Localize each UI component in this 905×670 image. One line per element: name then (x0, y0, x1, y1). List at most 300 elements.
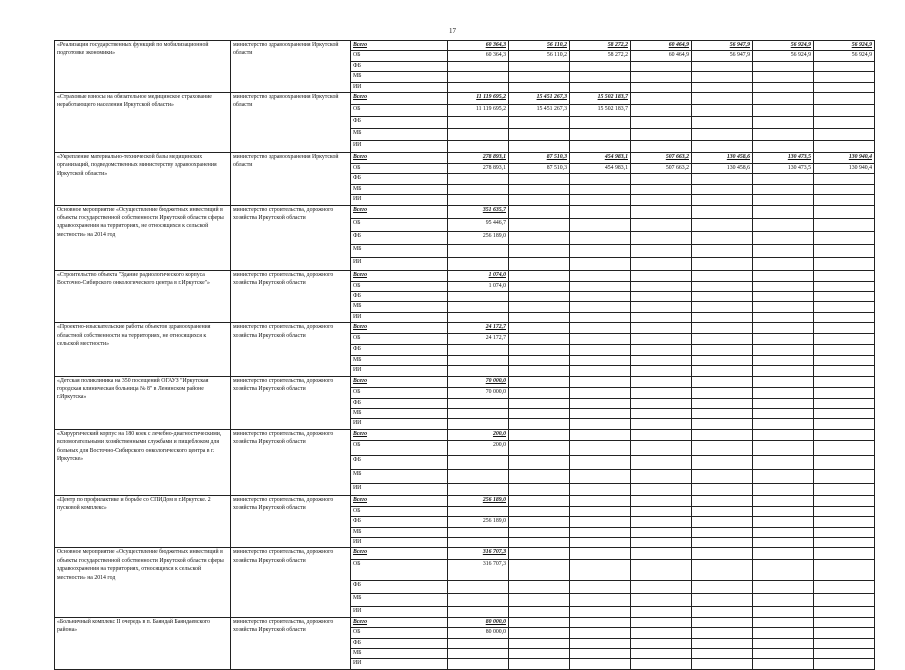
amount-cell (814, 483, 875, 495)
amount-cell (509, 517, 570, 527)
amount-cell (631, 105, 692, 117)
executor-name: министерство строительства, дорожного хозяйства Иркутской области (231, 495, 351, 548)
funding-source-label: ОБ (351, 218, 448, 231)
amount-cell (814, 429, 875, 440)
amount-cell (448, 302, 509, 312)
amount-cell (692, 218, 753, 231)
amount-cell (448, 506, 509, 516)
amount-cell: 130 458,6 (692, 164, 753, 174)
amount-cell: 87 510,3 (509, 153, 570, 164)
amount-cell (814, 61, 875, 71)
amount-cell (448, 355, 509, 365)
executor-name: министерство здравоохранения Иркутской области (231, 153, 351, 206)
amount-cell (509, 292, 570, 302)
amount-cell (509, 345, 570, 355)
amount-cell (570, 231, 631, 244)
amount-cell: 316 707,3 (448, 560, 509, 581)
amount-cell: 256 189,0 (448, 495, 509, 506)
amount-cell (692, 495, 753, 506)
executor-name: министерство строительства, дорожного хозяйства Иркутской области (231, 429, 351, 495)
amount-cell (570, 527, 631, 537)
table-row (55, 93, 875, 105)
amount-cell (509, 581, 570, 594)
amount-cell (814, 231, 875, 244)
amount-cell (509, 334, 570, 345)
amount-cell (753, 174, 814, 184)
amount-cell (509, 398, 570, 408)
executor-name: министерство строительства, дорожного хозяйства Иркутской области (231, 323, 351, 376)
amount-cell (631, 408, 692, 418)
amount-cell: 15 451 267,3 (509, 105, 570, 117)
amount-cell (814, 455, 875, 469)
amount-cell (753, 659, 814, 669)
amount-cell (570, 483, 631, 495)
table-row (55, 429, 875, 440)
amount-cell (570, 334, 631, 345)
amount-cell (631, 281, 692, 291)
amount-cell (570, 184, 631, 194)
amount-cell (692, 617, 753, 627)
amount-cell (753, 312, 814, 322)
amount-cell (814, 82, 875, 92)
amount-cell (509, 648, 570, 658)
amount-cell (753, 387, 814, 398)
funding-source-label: МБ (351, 244, 448, 257)
amount-cell: 24 172,7 (448, 323, 509, 334)
amount-cell: 454 983,1 (570, 153, 631, 164)
amount-cell (692, 560, 753, 581)
amount-cell (753, 648, 814, 658)
funding-source-label: МБ (351, 72, 448, 82)
amount-cell (692, 302, 753, 312)
funding-source-label: ИИ (351, 483, 448, 495)
amount-cell (570, 419, 631, 429)
amount-cell (814, 495, 875, 506)
amount-cell (753, 594, 814, 607)
amount-cell (753, 548, 814, 560)
amount-cell (753, 628, 814, 638)
funding-source-label: ИИ (351, 257, 448, 270)
amount-cell (814, 560, 875, 581)
amount-cell (814, 141, 875, 153)
funding-source-label: МБ (351, 184, 448, 194)
amount-cell (692, 270, 753, 281)
amount-cell (753, 302, 814, 312)
amount-cell (753, 517, 814, 527)
funding-source-label: ИИ (351, 419, 448, 429)
amount-cell (509, 184, 570, 194)
amount-cell (814, 506, 875, 516)
amount-cell: 60 464,9 (631, 41, 692, 51)
amount-cell (448, 244, 509, 257)
amount-cell: 200,0 (448, 440, 509, 455)
amount-cell: 454 983,1 (570, 164, 631, 174)
funding-source-label: ФБ (351, 517, 448, 527)
measure-name: «Центр по профилактике и борьбе со СПИДом в г.Иркутске. 2 пусковой комплекс» (55, 495, 231, 548)
amount-cell (753, 455, 814, 469)
amount-cell (631, 581, 692, 594)
amount-cell: 130 940,4 (814, 153, 875, 164)
table-row (55, 153, 875, 164)
amount-cell (753, 257, 814, 270)
executor-name: министерство строительства, дорожного хозяйства Иркутской области (231, 376, 351, 429)
amount-cell (509, 607, 570, 617)
amount-cell (814, 408, 875, 418)
funding-source-label: ОБ (351, 51, 448, 61)
funding-source-label: ИИ (351, 141, 448, 153)
amount-cell (753, 334, 814, 345)
measure-name: «Хирургический корпус на 180 коек с лечебно-диагностическими, вспомогательными хозяйственными службами и пищеблоком для больных для Восточно-Сибирского онкологического центра в г. Иркутске» (55, 429, 231, 495)
amount-cell (631, 174, 692, 184)
amount-cell (631, 82, 692, 92)
funding-source-label: ОБ (351, 560, 448, 581)
amount-cell (570, 408, 631, 418)
funding-source-label: ФБ (351, 231, 448, 244)
amount-cell (692, 419, 753, 429)
funding-source-label: МБ (351, 302, 448, 312)
amount-cell (753, 495, 814, 506)
amount-cell: 200,0 (448, 429, 509, 440)
amount-cell (753, 184, 814, 194)
amount-cell (570, 117, 631, 129)
table-row (55, 548, 875, 560)
amount-cell (814, 244, 875, 257)
amount-cell (631, 387, 692, 398)
amount-cell (448, 72, 509, 82)
amount-cell: 56 110,2 (509, 51, 570, 61)
funding-source-label: МБ (351, 129, 448, 141)
amount-cell (448, 469, 509, 483)
amount-cell (753, 429, 814, 440)
amount-cell (814, 218, 875, 231)
amount-cell (692, 537, 753, 547)
amount-cell (509, 495, 570, 506)
amount-cell (753, 376, 814, 387)
amount-cell (570, 218, 631, 231)
amount-cell (814, 312, 875, 322)
amount-cell (570, 366, 631, 376)
amount-cell (692, 129, 753, 141)
amount-cell: 24 172,7 (448, 334, 509, 345)
amount-cell (631, 292, 692, 302)
amount-cell (631, 506, 692, 516)
amount-cell (509, 195, 570, 205)
amount-cell (448, 141, 509, 153)
amount-cell (570, 281, 631, 291)
amount-cell (448, 483, 509, 495)
amount-cell: 58 272,2 (570, 51, 631, 61)
amount-cell (509, 429, 570, 440)
amount-cell (570, 429, 631, 440)
amount-cell (692, 281, 753, 291)
amount-cell (509, 537, 570, 547)
amount-cell (509, 61, 570, 71)
amount-cell (692, 628, 753, 638)
amount-cell (814, 345, 875, 355)
amount-cell (814, 398, 875, 408)
amount-cell: 15 502 183,7 (570, 93, 631, 105)
amount-cell (448, 537, 509, 547)
amount-cell (509, 117, 570, 129)
amount-cell (448, 659, 509, 669)
amount-cell (753, 345, 814, 355)
amount-cell: 56 924,9 (753, 41, 814, 51)
amount-cell (753, 440, 814, 455)
amount-cell (631, 594, 692, 607)
amount-cell (753, 560, 814, 581)
amount-cell (570, 257, 631, 270)
amount-cell (814, 607, 875, 617)
amount-cell (570, 270, 631, 281)
amount-cell (631, 469, 692, 483)
table-row (55, 270, 875, 281)
amount-cell (570, 607, 631, 617)
amount-cell: 11 119 695,2 (448, 93, 509, 105)
amount-cell (753, 117, 814, 129)
amount-cell: 316 707,3 (448, 548, 509, 560)
funding-source-label: ФБ (351, 292, 448, 302)
amount-cell (692, 244, 753, 257)
funding-source-label: МБ (351, 355, 448, 365)
amount-cell (753, 292, 814, 302)
funding-source-label: Всего (351, 270, 448, 281)
amount-cell (692, 527, 753, 537)
amount-cell (692, 376, 753, 387)
funding-source-label: Всего (351, 548, 448, 560)
amount-cell (631, 218, 692, 231)
amount-cell (570, 323, 631, 334)
amount-cell (692, 174, 753, 184)
measure-name: «Проектно-изыскательские работы объектов здравоохранения областной собственности на территориях, не относящихся к сельской местности» (55, 323, 231, 376)
measure-name: «Детская поликлиника на 350 посещений ОГАУЗ "Иркутская городская клиническая больница № 8" в Ленинском районе г.Иркутска» (55, 376, 231, 429)
funding-source-label: ОБ (351, 105, 448, 117)
amount-cell (631, 548, 692, 560)
amount-cell (631, 659, 692, 669)
amount-cell (631, 355, 692, 365)
amount-cell (509, 82, 570, 92)
amount-cell: 130 458,6 (692, 153, 753, 164)
amount-cell (570, 376, 631, 387)
amount-cell (631, 270, 692, 281)
amount-cell (814, 334, 875, 345)
amount-cell (814, 440, 875, 455)
amount-cell (448, 129, 509, 141)
amount-cell (814, 659, 875, 669)
amount-cell (814, 537, 875, 547)
amount-cell (692, 483, 753, 495)
amount-cell (814, 105, 875, 117)
executor-name: министерство строительства, дорожного хозяйства Иркутской области (231, 270, 351, 323)
amount-cell (448, 345, 509, 355)
table-row (55, 376, 875, 387)
amount-cell (753, 398, 814, 408)
amount-cell (692, 141, 753, 153)
amount-cell (631, 312, 692, 322)
funding-source-label: МБ (351, 527, 448, 537)
amount-cell (631, 231, 692, 244)
amount-cell (631, 244, 692, 257)
amount-cell (570, 345, 631, 355)
amount-cell (448, 174, 509, 184)
amount-cell (692, 594, 753, 607)
amount-cell (631, 302, 692, 312)
measure-name: «Строительство объекта "Здание радиологического корпуса Восточно-Сибирского онкологического центра в г.Иркутске"» (55, 270, 231, 323)
funding-source-label: ИИ (351, 312, 448, 322)
amount-cell (570, 617, 631, 627)
amount-cell: 15 451 267,3 (509, 93, 570, 105)
amount-cell (692, 117, 753, 129)
amount-cell (448, 607, 509, 617)
amount-cell (570, 455, 631, 469)
amount-cell (570, 292, 631, 302)
amount-cell: 278 893,1 (448, 164, 509, 174)
amount-cell (814, 617, 875, 627)
amount-cell (509, 560, 570, 581)
amount-cell: 56 924,9 (753, 51, 814, 61)
funding-source-label: ФБ (351, 61, 448, 71)
amount-cell (814, 548, 875, 560)
amount-cell (509, 312, 570, 322)
amount-cell (448, 527, 509, 537)
amount-cell (448, 195, 509, 205)
amount-cell (692, 105, 753, 117)
amount-cell (631, 117, 692, 129)
amount-cell (448, 82, 509, 92)
amount-cell (448, 257, 509, 270)
amount-cell (448, 648, 509, 658)
amount-cell (448, 312, 509, 322)
amount-cell (814, 419, 875, 429)
amount-cell (692, 312, 753, 322)
amount-cell (570, 174, 631, 184)
amount-cell (814, 257, 875, 270)
amount-cell (570, 141, 631, 153)
amount-cell (570, 648, 631, 658)
amount-cell (814, 281, 875, 291)
amount-cell (753, 141, 814, 153)
funding-source-label: Всего (351, 205, 448, 218)
amount-cell (692, 323, 753, 334)
page-number: 17 (449, 27, 456, 35)
amount-cell (570, 205, 631, 218)
amount-cell (692, 231, 753, 244)
amount-cell (509, 270, 570, 281)
amount-cell: 507 663,2 (631, 164, 692, 174)
funding-source-label: ИИ (351, 659, 448, 669)
amount-cell (631, 483, 692, 495)
amount-cell (509, 366, 570, 376)
amount-cell (814, 628, 875, 638)
amount-cell (509, 469, 570, 483)
amount-cell (570, 560, 631, 581)
amount-cell (448, 581, 509, 594)
amount-cell (753, 72, 814, 82)
amount-cell (509, 594, 570, 607)
amount-cell (692, 517, 753, 527)
amount-cell (631, 366, 692, 376)
amount-cell (692, 205, 753, 218)
amount-cell (509, 323, 570, 334)
amount-cell (570, 302, 631, 312)
amount-cell (814, 355, 875, 365)
amount-cell (631, 517, 692, 527)
amount-cell: 1 074,0 (448, 281, 509, 291)
amount-cell: 56 947,9 (692, 51, 753, 61)
amount-cell (570, 244, 631, 257)
amount-cell (631, 257, 692, 270)
amount-cell (692, 355, 753, 365)
amount-cell (631, 376, 692, 387)
amount-cell (753, 281, 814, 291)
funding-source-label: Всего (351, 323, 448, 334)
amount-cell (509, 302, 570, 312)
amount-cell (814, 72, 875, 82)
amount-cell: 70 000,0 (448, 376, 509, 387)
amount-cell (631, 184, 692, 194)
amount-cell (814, 195, 875, 205)
amount-cell (570, 387, 631, 398)
amount-cell (570, 82, 631, 92)
amount-cell (692, 257, 753, 270)
budget-table (54, 40, 875, 670)
amount-cell (631, 648, 692, 658)
table-row (55, 41, 875, 51)
amount-cell: 278 893,1 (448, 153, 509, 164)
amount-cell (509, 376, 570, 387)
amount-cell (570, 195, 631, 205)
amount-cell (692, 581, 753, 594)
amount-cell: 80 000,0 (448, 617, 509, 627)
amount-cell (509, 408, 570, 418)
amount-cell (448, 292, 509, 302)
amount-cell: 56 947,9 (692, 41, 753, 51)
amount-cell (753, 105, 814, 117)
amount-cell (814, 387, 875, 398)
funding-source-label: ОБ (351, 506, 448, 516)
amount-cell (448, 366, 509, 376)
amount-cell (753, 581, 814, 594)
amount-cell (753, 205, 814, 218)
amount-cell (631, 205, 692, 218)
amount-cell: 70 000,0 (448, 387, 509, 398)
table-row (55, 495, 875, 506)
amount-cell (753, 244, 814, 257)
amount-cell (692, 195, 753, 205)
amount-cell (692, 607, 753, 617)
funding-source-label: ОБ (351, 628, 448, 638)
amount-cell (570, 129, 631, 141)
amount-cell (448, 455, 509, 469)
amount-cell: 256 189,0 (448, 517, 509, 527)
amount-cell (509, 455, 570, 469)
amount-cell (692, 82, 753, 92)
executor-name: министерство строительства, дорожного хозяйства Иркутской области (231, 548, 351, 617)
amount-cell (631, 440, 692, 455)
amount-cell (753, 527, 814, 537)
amount-cell (692, 455, 753, 469)
amount-cell (814, 205, 875, 218)
amount-cell (631, 334, 692, 345)
amount-cell (570, 581, 631, 594)
amount-cell (753, 607, 814, 617)
measure-name: Основное мероприятие «Осуществление бюджетных инвестиций в объекты государственной собственности Иркутской области сферы здравоохранения на территориях, не относящихся к сельской местности» на 2014 год (55, 205, 231, 270)
amount-cell (509, 659, 570, 669)
amount-cell (692, 469, 753, 483)
amount-cell (448, 61, 509, 71)
amount-cell (753, 82, 814, 92)
amount-cell (753, 61, 814, 71)
amount-cell (753, 617, 814, 627)
